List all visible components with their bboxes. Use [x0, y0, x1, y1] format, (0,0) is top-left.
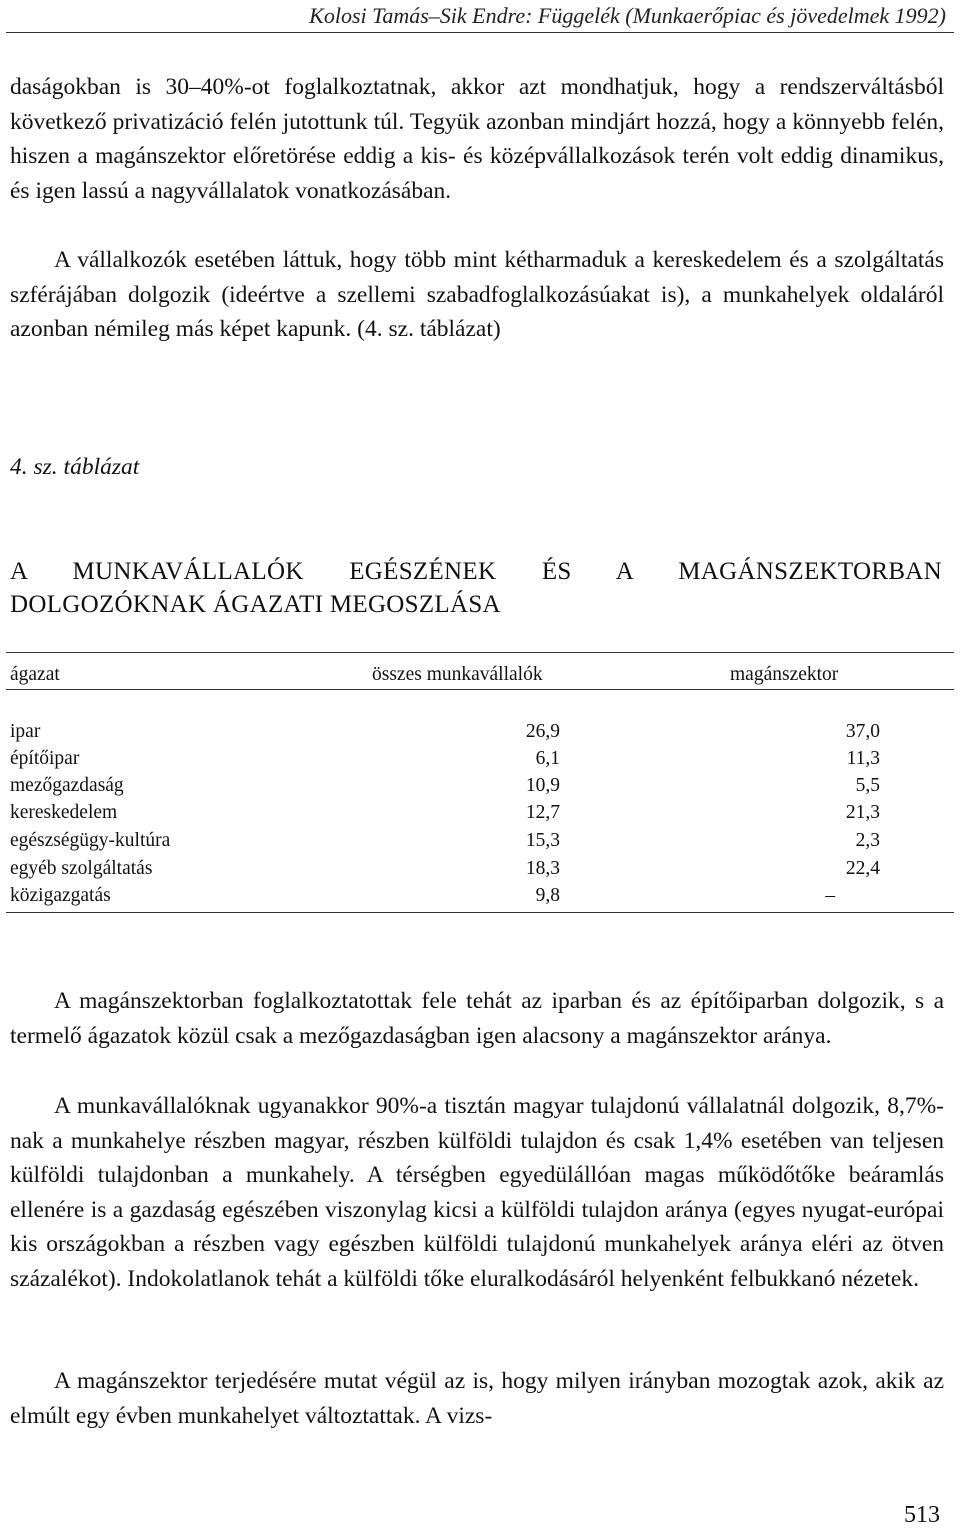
intro-paragraph-2-text: A vállalkozók esetében láttuk, hogy több mint kétharmaduk a kereskedelem és a szolgáltatás szférájában dolgozik (ideértve a szellemi szabadfoglalkozásúakat is), a munkahelyek oldaláról azonban némileg más képet kapunk. (4. sz. táblázat): [10, 247, 944, 342]
sector-cell: építőipar: [10, 748, 80, 769]
all-employees-cell: 18,3: [525, 858, 560, 879]
column-header-private-sector: magánszektor: [730, 664, 839, 685]
table-row: [0, 882, 960, 909]
sector-cell: kereskedelem: [10, 802, 118, 823]
running-header: [0, 0, 960, 44]
sector-cell: közigazgatás: [10, 885, 111, 906]
all-employees-cell: 6,1: [535, 748, 560, 769]
table-header-rule: [6, 689, 954, 690]
column-header-all-employees: összes munkavállalók: [372, 664, 543, 685]
private-sector-cell: 37,0: [845, 721, 880, 742]
all-employees-cell: 10,9: [525, 775, 560, 796]
sector-cell: ipar: [10, 721, 41, 742]
body-paragraph-2: [10, 1089, 944, 1296]
private-sector-cell: 5,5: [855, 775, 880, 796]
private-sector-cell: 2,3: [855, 830, 880, 851]
sector-cell: egyéb szolgáltatás: [10, 858, 153, 879]
body-paragraph-2-text: A munkavállalóknak ugyanakkor 90%-a tisztán magyar tulajdonú vállalatnál dolgozik, 8,7%-nak a munkahelye részben magyar, részben külföldi tulajdon és csak 1,4% esetében van teljesen külföldi tulajdonban a munkahely. A térségben egyedülállóan magas működőtőke beáramlás ellenére is a gazdaság egészében viszonylag kicsi a külföldi tulajdon aránya (egyes nyugat-európai kis országokban a részben vagy egészben külföldi tulajdonú munkahelyek aránya eléri az ötven százalékot). Indokolatlanok tehát a külföldi tőke eluralkodásáról helyenként felbukkanó nézetek.: [10, 1093, 944, 1292]
private-sector-cell: –: [825, 885, 835, 906]
table-row: [0, 799, 960, 826]
body-paragraph-3: [10, 1364, 944, 1433]
all-employees-cell: 26,9: [525, 721, 560, 742]
table-top-rule: [6, 652, 954, 653]
all-employees-cell: 15,3: [525, 830, 560, 851]
body-paragraph-1-text: A magánszektorban foglalkoztatottak fele tehát az iparban és az építőiparban dolgozik, s a termelő ágazatok közül csak a mezőgazdaságban igen alacsony a magánszektor aránya.: [10, 988, 944, 1049]
private-sector-cell: 22,4: [845, 858, 880, 879]
table-row: [0, 772, 960, 799]
intro-paragraph-1: daságokban is 30–40%-ot foglalkoztatnak, akkor azt mondhatjuk, hogy a rendszerváltásból következő privatizáció felén jutottunk túl. Tegyük azonban mindjárt hozzá, hogy a könnyebb felén, hiszen a magánszektor előretörése eddig a kis- és középvállalkozások terén volt eddig dinamikus, és igen lassú a nagyvállalatok vonatkozásában.: [10, 74, 944, 204]
sector-cell: mezőgazdaság: [10, 775, 124, 796]
header-divider: [6, 32, 954, 33]
private-sector-cell: 11,3: [846, 748, 880, 769]
table-row: [0, 855, 960, 882]
body-paragraph-3-text: A magánszektor terjedésére mutat végül az is, hogy milyen irányban mozogtak azok, akik az elmúlt egy évben munkahelyet változtattak. A vizs-: [10, 1368, 944, 1429]
private-sector-cell: 21,3: [845, 802, 880, 823]
column-header-sector: ágazat: [10, 664, 60, 685]
table-number: 4. sz. táblázat: [10, 454, 140, 480]
table-row: [0, 827, 960, 854]
all-employees-cell: 12,7: [525, 802, 560, 823]
all-employees-cell: 9,8: [535, 885, 560, 906]
table-bottom-rule: [6, 912, 954, 913]
intro-paragraph-2: [10, 243, 944, 347]
table-title: A MUNKAVÁLLALÓK EGÉSZÉNEK ÉS A MAGÁNSZEKTORBAN DOLGOZÓKNAK ÁGAZATI MEGOSZLÁSA: [10, 558, 942, 618]
page-number: 513: [904, 1502, 940, 1528]
body-paragraph-1: [10, 984, 944, 1053]
table-row: [0, 718, 960, 745]
table-row: [0, 745, 960, 772]
running-title: Kolosi Tamás–Sik Endre: Függelék (Munkaerőpiac és jövedelmek 1992): [309, 3, 946, 28]
sector-cell: egészségügy-kultúra: [10, 830, 171, 851]
